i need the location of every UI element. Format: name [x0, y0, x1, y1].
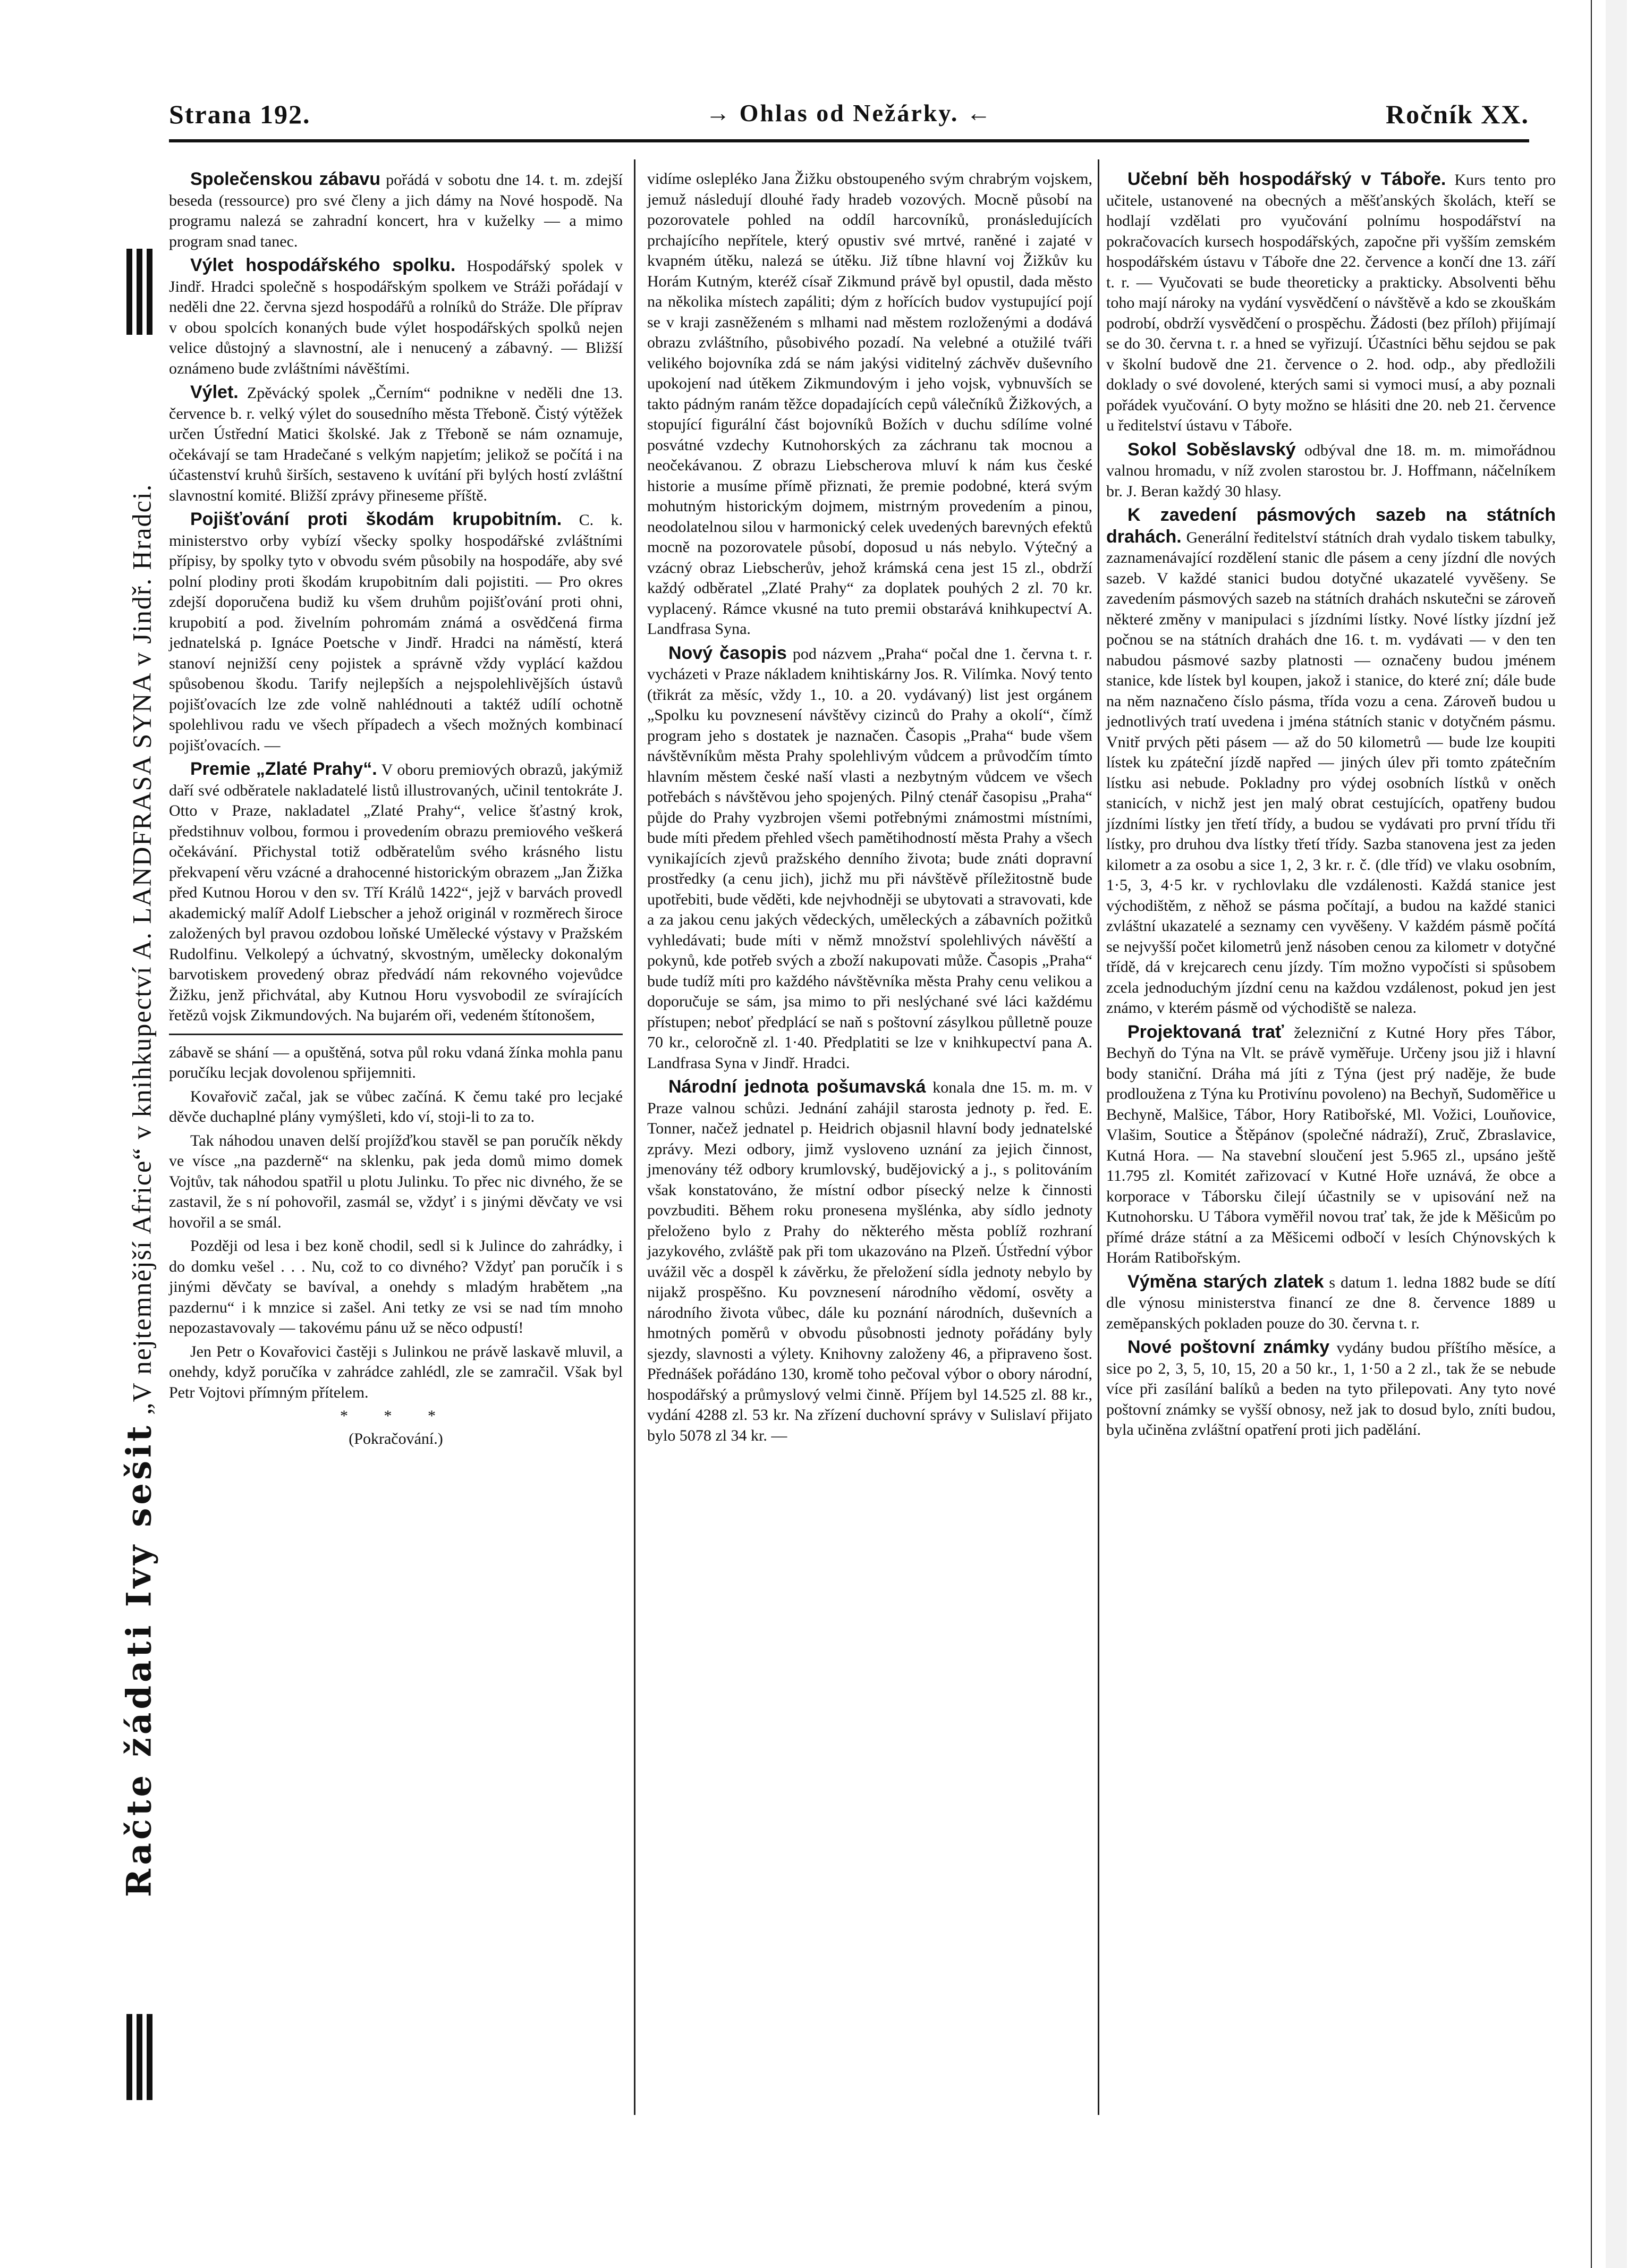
page-gutter-shade: [1606, 0, 1627, 2268]
article-heading: Pojišťování proti škodám krupobitním.: [190, 509, 562, 529]
article-heading: Výlet.: [190, 382, 239, 402]
side-ornament-top: [126, 249, 153, 335]
story-paragraph: Kovařovič začal, jak se vůbec začíná. K čemu také pro lecjaké děvče duchaplné plány vymýšleti, kdo ví, stoji-li to za to.: [169, 1087, 623, 1125]
article-body: Kurs tento pro učitele, ustanovené na obecných a měšťanských školách, kteří se hodlají vzdělati pro vyučování polnímu hospodářství na pokračovacích kursech hospodářských, započne při vyšším zemském hospodářském ústavu v Táboře dne 22. července a končí dne 13. září t. r. — Vyučovati se bude theoreticky a prakticky. Absolventi běhu toho mají nároky na vydání vysvědčení o návštěvě a kdo se zkouškám podrobí, obdrží vysvědčení o prospěchu. Žádosti (bez příloh) přijímají se do 30. června t. r. a hned se vyřizují. Účastníci běhu sejdou se pak v školní budově dne 21. července o 2. hod. odp., aby předložili doklady o své dovolené, kterých sami si vymoci musí, a aby poznali pořádek vyučování. O byty možno se hlásiti dne 20. neb 21. července u ředitelství ústavu v Táboře.: [1106, 171, 1556, 434]
article-ucebni-beh: [1106, 169, 1556, 436]
article-body: V oboru premiových obrazů, jakýmiž daří své odběratele nakladatelé listů illustrovaných, učinil tentokráte J. Otto v Praze, nakladatel „Zlaté Prahy“, velice šťastný krok, předstihnuv volbou, formou i provedením obrazu premiového veškerá očekávání. Přichystal totiž odběratelům svého krásného listu překvapení věru vzácné a drahocenné historickým obrazem „Jan Žižka před Kutnou Horou v den sv. Tří Králů 1422“, jejž v barvách provedl akademický malíř Adolf Liebscher a jehož originál v rozměrech široce založených byl pravou ozdobou loňské Umělecké výstavy v Pražském Rudolfinu. Velkolepý a úchvatný, skvostným, umělecky dokonalým barvotiskem provedený obraz předvádí nám rekovného vojevůdce Žižku, jenž přichvátal, aby Kutnou Horu vysvobodil ze svírajících řetězů vojsk Zikmundových. Na bujarém oři, vedeném štítonošem,: [169, 761, 623, 1024]
article-body: konala dne 15. m. m. v Praze valnou schůzi. Jednání zahájil starosta jednoty p. řed. E. Tonner, načež jednatel p. Heidrich objasnil hlavní body jednatelské zprávy. Mezi odbory, jimž vysloveno uznání za jejich činnost, jmenovány též odbory krumlovský, budějovický a j., s politováním však konstatováno, že místní odbor písecký nelze k činnosti povzbuditi. Během roku pronesena myšlénka, aby sídlo jednoty přeloženo bylo z Prahy do některého města poblíž rozhraní jazykového, zvláště pak při tom ukazováno na Plzeň. Ústřední výbor uvážil věc a dospěl k závěrku, že přeložení sídla jednoty nebylo by nijakž prospěšno. Ku povznesení národního vědomí, osvěty a národního života vůbec, dále ku poznání národních, duševních a hmotných poměrů v obvodu působnosti jednoty pořádány byly sjezdy, slavnosti a výlety. Knihovny založeny 46, a připraveno šost. Přednášek pořádáno 130, kromě toho pečoval výbor o obory národní, hospodářský a průmyslový velmi činně. Příjem byl 14.525 zl. 88 kr., vydání 4288 zl. 53 kr. Na zřízení duchovní správy v Sulislaví přijato bylo 5078 zl 34 kr. —: [647, 1079, 1093, 1444]
column-rule-2: [1098, 159, 1099, 2115]
article-body: Zpěvácký spolek „Černím“ podnikne v neděli dne 13. července b. r. velký výlet do sousedního města Třeboně. Čistý výtěžek určen Ústřední Matici školské. Jak z Třeboně se nám oznamuje, očekávají se tam Hradečané s velkým napjetím; jelikož se počítá i na účastenství kruhů širších, sestaveno k uvítání při bylých hostí zvláštní slavnostní komité. Bližší zprávy přineseme příště.: [169, 384, 623, 504]
article-vylet-spolku: [169, 255, 623, 379]
continuation-note: (Pokračování.): [349, 1429, 443, 1448]
page-number: Strana 192.: [169, 99, 311, 129]
article-body: Generální ředitelství státních drah vydalo tiskem tabulky, zaznamenávající rozdělení stanic dle pásem a ceny jízdní dle nových sazeb. V každé stanici budou dotyčné ukazatelé vyvěšeny. Se zavedením pásmových sazeb na státních drahách nskutečni se zároveň některé změny v manipulaci s jízdními lístky. Nové lístky jízdní jež počnou se na státních drahách dne 16. t. m. vydávati — v den ten nabudou pásmové sazby platnosti — označeny budou jménem stanice, kde lístek byl koupen, jakož i stanice, do které zní; dále bude na něm naznačeno číslo pásma, třída vozu a cena. Zároveň budou u jednotlivých tratí uvedena i jména státních stanic v dotyčném pásmu. Vnitř prvých pěti pásem — až do 50 kilometrů — bude lze koupiti lístek ku zpáteční jízdě napřed — jiných úlev při tomto zpátečním lístku asi nebude. Pokladny pro výdej osobních lístků v oněch stanicích, v nichž jest jen malý obrat cestujících, opatřeny budou jízdními lístky jen třetí třídy, a budou se vydávati pro první třídu tři lístky, pro druhou dva lístky třetí třídy. Sazba stanovena jest za jeden kilometr a za osobu a sice 1, 2, 3 kr. r. č. (dle tříd) ve vlaku osobním, 1·5, 3, 4·5 kr. v rychlovlaku dle vzdálenosti. Každá stanice jest východištěm, z něhož se pásma počítají, a budou na každé stanici zvláštní ukazatelé a seznamy cen vyvěšeny. V každém pásmě počítá se nejvyšší počet kilometrů jenž násoben cenou za kilometr v dotyčné třídě, dá v krejcarech cenu jízdy. Tím možno vypočísti si spůsobem zcela jednoduchým jízdní cenu na každou vzdálenost, pokud jen jest známo, v kterém pásmě od východiště se naleza.: [1106, 528, 1556, 1017]
article-heading: Sokol Soběslavský: [1127, 439, 1296, 460]
story-paragraph: Jen Petr o Kovařovici častěji s Julinkou ne právě laskavě mluvil, a onehdy, když poručíka v zahrádce zahlédl, zle se zamračil. Však byl Petr Vojtovi přímným přítelem.: [169, 1342, 623, 1401]
section-stars: * * *: [340, 1407, 452, 1425]
article-heading: Výlet hospodářského spolku.: [190, 255, 456, 275]
article-body: s datum 1. ledna 1882 bude se dítí dle výnosu ministerstva financí ze dne 8. července 1889 u zeměpanských pokladen pouze do 30. června t. r.: [1106, 1273, 1556, 1332]
article-heading: Projektovaná trať: [1127, 1021, 1284, 1042]
article-body: vydány budou příštího měsíce, a sice po 2, 3, 5, 10, 15, 20 a 50 kr., 1, 1·50 a 2 zl., tak že se nebude více při zasílání balíků a beden na tyto přilepovati. Any tyto nové poštovní známky se vyšší obnosy, než jak to dosud bylo, zníti budou, byla učiněna zvláštní opatření proti jich padělání.: [1106, 1339, 1556, 1438]
article-premie: [169, 759, 623, 1026]
article-body: C. k. ministerstvo orby vybízí všecky spolky hospodářské zvláštními přípisy, by spolky tyto v obvodu svém působily na hospodáře, aby své polní plodiny proti škodám krupobitním dali pojistiti. — Pro okres zdejší doporučena budiž ku všem druhům pojišťování proti ohni, krupobití a pod. živelním pohromám známá a osvědčená firma jednatelská p. Ignáce Poetsche v Jindř. Hradci na náměstí, která stanoví nejnižší ceny pojistek a správně vždy vyplácí každou spůsobenou škodu. Tarify nejlepších a nejspolehlivějších ústavů pojišťovacích lze zde volně nahlédnouti a taktéž udílí ochotně spolehlivou radu ve všech případech a všech možných kombinací pojišťovacích. —: [169, 511, 623, 754]
article-premie-continued: vidíme oslepléko Jana Žižku obstoupeného svým chrabrým vojskem, jemuž následují dlouhé řady hradeb vozových. Mocně působí na pozorovatele pohled na oddíl harcovníků, pronásledujících prchajícího nepřítele, který opustiv své mrtvé, raněné i zajaté v kvapném útěku, nalezá se útěku. Již tíbne hlavní voj Žižkův ku Horám Kutným, kteréž císař Zikmund právě byl opustil, dada město na několika místech zapáliti; dým z hořících budov vystupující pojí se v kraji zasněženém s mlhami nad městem rozloženými a dodává obrazu zvláštního, působivého pozadí. Na velebné a otužilé tváři velikého bojovníka zdá se nám jakýsi viditelný záchvěv duševního upokojení nad útěkem Zikmundovým i jeho vojsk, vybnuvších se takto pádným ranám těžce dopadajících cepů válečníků Žižkových, a stopující figurální část bojovníků Božích v duchu sdílíme volné posvátné vzdechy Kutnohorských za záchranu tak mocnou a neočekávanou. Z obrazu Liebscherova mluví k nám kus české historie a musíme přímě přiznati, že premie podobné, která svým mohutným historickým dojmem, mistrným provedením a pinou, neodolatelnou silou v harmonický celek uvedených barevných efektů mocně na pozorovatele působí, doposud u nás nebylo. Výtečný a vzácný obraz Liebscherův, jehož krámská cena jest 15 zl., obdrží každý odběratel „Zlaté Prahy“ za doplatek pouhých 2 zl. 70 kr. vyplacený. Rámce vkusné na tuto premii obstarává knihkupectví A. Landfrasa Syna.: [647, 170, 1092, 638]
page-edge-line: [1591, 0, 1592, 2268]
article-narodni-jednota: [647, 1077, 1092, 1446]
article-body: Hospodářský spolek v Jindř. Hradci společně s hospodářským spolkem ve Stráži pořádají v neděli dne 22. června sjezd hospodářů a rolníků do Stráže. Dle příprav v obou spolcích konaných bude výlet hospodářských spolků nejen velice důstojný a slavnostní, ale i nenucený a zábavný. — Bližší oznámeno bude zvláštními návěštími.: [169, 257, 623, 377]
article-heading: K zavedení pásmových sazeb na státních drahách.: [1106, 505, 1556, 547]
feuilleton-divider: [169, 1034, 623, 1035]
column-2: [647, 169, 1092, 1449]
article-novy-casopis: [647, 643, 1092, 1074]
article-heading: Nový časopis: [668, 642, 787, 663]
article-body: železniční z Kutné Hory přes Tábor, Bechyň do Týna na Vlt. se právě vyměřuje. Určeny jsou již i hlavní body staniční. Dráha má jíti z Týna (jest prý naděje, že bude prodloužena z Týna ku Protivínu povoleno) na Bechyň, Sudoměřice u Bechyně, Malšice, Tábor, Hory Ratibořské, Ml. Vožici, Louňovice, Vlašim, Soutice a Štěpánov (společné nádraží), Zruč, Zbraslavice, Kutná Hora. — Na stavební sloučení jest 5.965 zl., upsáno ještě 11.795 zl. Komitét zařizovací v Kutné Hoře uznává, že obce a korporace v Táborsku čilejí účastnily se v upisování než na Kutnohorsku. U Tábora vyměřil novou trať tak, že jde k Měšicům po přímé dráze státní a za Měšicemi odbočí v lesích Chýnovských k Horám Ratibořským.: [1106, 1023, 1556, 1266]
masthead-title: → Ohlas od Nežárky. ←: [706, 99, 993, 126]
story-paragraph: zábavě se shání — a opuštěná, sotva půl roku vdaná žínka mohla panu poručíku lecjak dovolenou spřijemniti.: [169, 1043, 623, 1081]
article-body: pořádá v sobotu dne 14. t. m. zdejší beseda (ressource) pro své členy a jich dámy na Nové hospodě. Na programu nalezá se zahradní koncert, hra v kuželky — a mimo program snad tanec.: [169, 171, 623, 250]
article-pasmove-sazby: [1106, 505, 1556, 1019]
article-postovni-znamky: [1106, 1337, 1556, 1441]
column-1: [169, 169, 623, 1449]
header-rule: [169, 139, 1529, 142]
article-heading: Učební běh hospodářský v Táboře.: [1127, 169, 1446, 189]
story-paragraph: Později od lesa i bez koně chodil, sedl si k Julince do zahrádky, i do domku vešel . . . Nu, což to co divného? Vždyť pan poručík i s jinými děvčaty se bavíval, a onehdy s mladým hrabětem „na pazdernu“ i k mnzice si zašel. Ani tetky ze vsi se nad tím mnoho nepozastavovaly — takovému pánu už se něco odpustí!: [169, 1237, 623, 1336]
article-heading: Národní jednota pošumavská: [668, 1077, 926, 1097]
article-heading: Výměna starých zlatek: [1127, 1271, 1324, 1292]
article-body: pod názvem „Praha“ počal dne 1. června t. r. vycházeti v Praze nákladem knihtiskárny Jos. R. Vilímka. Nový tento (třikrát za měsíc, vždy 1., 10. a 20. vydávaný) list jest orgánem „Spolku ku povznesení návštěvy cizinců do Prahy a okolí“, čímž program jeho s dostatek je naznačen. Časopis „Praha“ bude všem návštěvníkům města Prahy spolehlivým vůdcem a průvodčím tímto hlavním městem české naší vlasti a nezbytným vůdcem ve všech potřebách s návštěvou jeho spojených. Pilný ctenář časopisu „Praha“ půjde do Prahy vyzbrojen všemi potřebnými známostmi místními, bude míti předem přehled všech pamětihodností města Prahy a všech vynikajících zjevů pražského denního života; bude znáti dopravní prostředky (a cenu jich), jichž mu při návštěvě příležitostně bude upotřebiti, bude věděti, kde nejvhodněji se ubytovati a stravovati, kde a za jakou cenu jakých vědeckých, uměleckých a zábavních požitků vyhledávati; bude míti v němž množství spolehlivých návěští a pokynů, kde potřeb svých a zboží nakupovati může. Časopis „Praha“ bude tudíž míti pro každého návštěvníka města Prahy cenu velikou a doporučuje se sám, jsa mimo to při neslýchané své láci každému přístupen; neboť předplácí se naň s poštovní zásylkou půlletně pouze 70 kr., celoročně zl. 1·40. Předplatiti se lze v knihkupectví pana A. Landfrasa Syna v Jindř. Hradci.: [647, 645, 1093, 1072]
article-vylet: [169, 382, 623, 506]
volume-number: Ročník XX.: [1385, 99, 1529, 129]
column-3: [1106, 169, 1556, 1444]
article-body: odbýval dne 18. m. m. mimořádnou valnou hromadu, v níž zvolen starostou br. J. Hoffmann, náčelníkem br. J. Beran každý 30 hlasy.: [1106, 441, 1556, 500]
article-pojistovani: [169, 509, 623, 756]
side-advertisement: [120, 484, 159, 1897]
side-ad-text: „V nejtemnější Africe“ v knihkupectví A. LANDFRASA SYNA v Jindř. Hradci.: [126, 483, 157, 1415]
side-ad-slogan: Račte žádati Ivy sešit: [119, 1423, 159, 1898]
article-heading: Nové poštovní známky: [1127, 1337, 1330, 1357]
article-spolecenska-zabava: [169, 169, 623, 252]
page-header: [169, 99, 1529, 141]
article-heading: Společenskou zábavu: [190, 169, 380, 189]
story-paragraph: Tak náhodou unaven delší projížďkou stavěl se pan poručík někdy ve vísce „na pazderně“ na sklenku, pak jeda domů mimo domek Vojtův, tak náhodou spatřil u plotu Julinku. To přec nic divného, že se zastavil, že s ní pohovořil, zasmál se, vždyť i s jinými děvčaty ve vsi hovořil a se smál.: [169, 1131, 623, 1231]
article-vymena-zlatek: [1106, 1272, 1556, 1334]
article-heading: Premie „Zlaté Prahy“.: [190, 759, 377, 779]
article-projektovana-trat: [1106, 1022, 1556, 1268]
column-rule-1: [634, 159, 635, 2115]
article-sokol: [1106, 439, 1556, 502]
side-ornament-bottom: [126, 2014, 153, 2100]
